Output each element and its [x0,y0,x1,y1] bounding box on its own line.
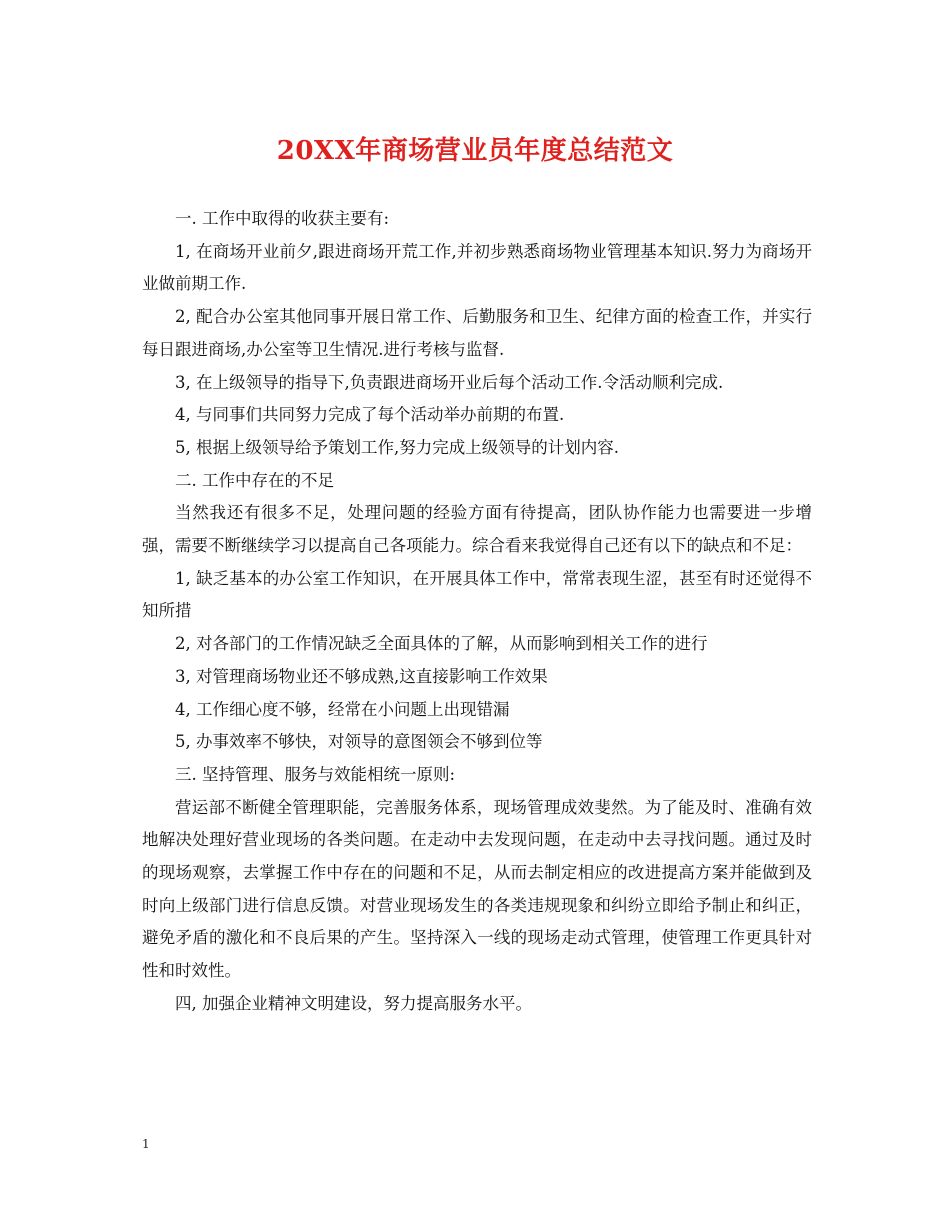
document-title: 20XX年商场营业员年度总结范文 [276,136,674,166]
paragraph-shortcoming-5: 5, 办事效率不够快，对领导的意图领会不够到位等 [175,732,543,752]
document-body [142,203,812,1021]
page-number: 1 [142,1137,150,1151]
paragraph-shortcoming-4: 4, 工作细心度不够，经常在小问题上出现错漏 [175,699,510,719]
paragraph-shortcoming-3: 3, 对管理商场物业还不够成熟,这直接影响工作效果 [175,666,548,686]
paragraph-section-1-heading: 一. 工作中取得的收获主要有: [175,209,390,228]
paragraph-achievement-2: 2, 配合办公室其他同事开展日常工作、后勤服务和卫生、纪律方面的检查工作，并实行每日跟进商场,办公室等卫生情况.进行考核与监督. [142,307,812,359]
paragraph-achievement-1: 1, 在商场开业前夕,跟进商场开荒工作,并初步熟悉商场物业管理基本知识.努力为商场开业做前期工作. [142,241,812,294]
paragraph-achievement-5: 5, 根据上级领导给予策划工作,努力完成上级领导的计划内容. [175,437,619,457]
paragraph-shortcoming-1: 1, 缺乏基本的办公室工作知识，在开展具体工作中，常常表现生涩，甚至有时还觉得不知所措 [142,568,812,621]
paragraph-section-3-heading: 三. 坚持管理、服务与效能相统一原则: [175,764,456,784]
paragraph-section-4-heading: 四, 加强企业精神文明建设，努力提高服务水平。 [175,993,532,1013]
paragraph-shortcoming-2: 2, 对各部门的工作情况缺乏全面具体的了解，从而影响到相关工作的进行 [175,634,708,654]
paragraph-shortcomings-intro: 当然我还有很多不足，处理问题的经验方面有待提高，团队协作能力也需要进一步增强，需要不断继续学习以提高自己各项能力。综合看来我觉得自己还有以下的缺点和不足： [142,503,812,556]
paragraph-achievement-3: 3, 在上级领导的指导下,负责跟进商场开业后每个活动工作.令活动顺利完成. [175,372,724,392]
paragraph-achievement-4: 4, 与同事们共同努力完成了每个活动举办前期的布置. [175,405,565,425]
paragraph-operations: 营运部不断健全管理职能，完善服务体系，现场管理成效斐然。为了能及时、准确有效地解决处理好营业现场的各类问题。在走动中去发现问题，在走动中去寻找问题。通过及时的现场观察，去掌握工作中存在的问题和不足，从而去制定相应的改进提高方案并能做到及时向上级部门进行信息反馈。对营业现场发生的各类违规现象和纠纷立即给予制止和纠正，避免矛盾的激化和不良后果的产生。坚持深入一线的现场走动式管理，使管理工作更具针对性和时效性。 [142,797,812,981]
paragraph-section-2-heading: 二. 工作中存在的不足 [175,470,334,490]
